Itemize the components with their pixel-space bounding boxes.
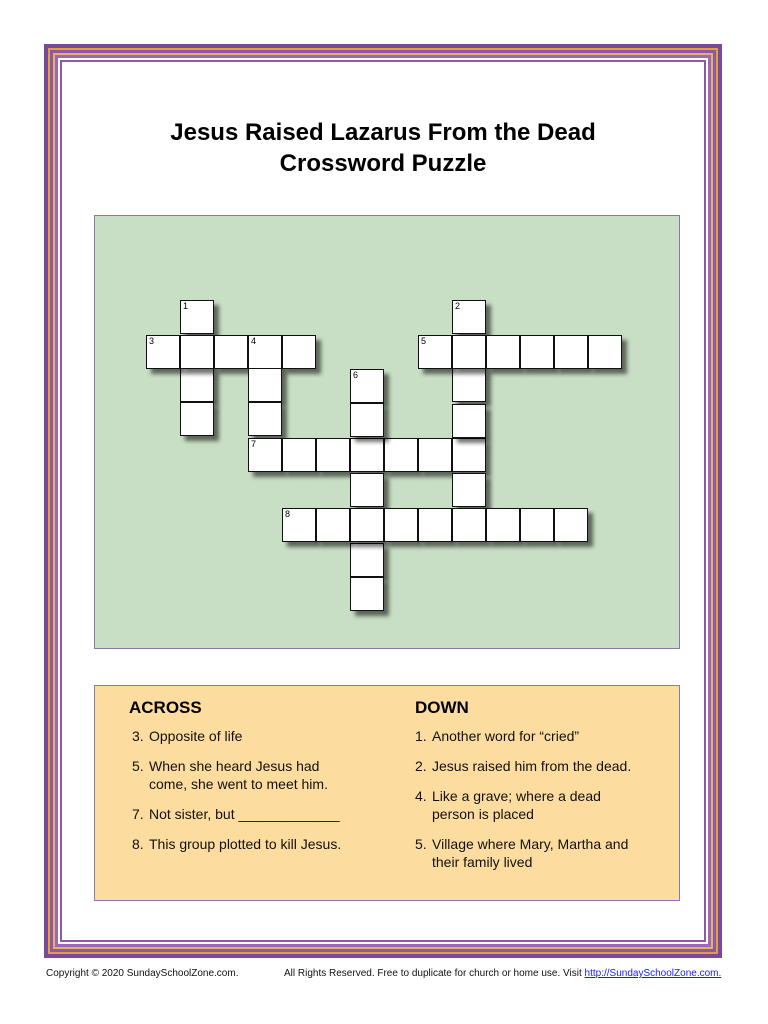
clue-item <box>132 835 379 853</box>
clue-text: Like a grave; where a dead person is placed <box>432 788 601 822</box>
grid-cell[interactable] <box>248 368 282 402</box>
clue-text: Not sister, but _____________ <box>149 806 340 822</box>
grid-cell[interactable] <box>452 473 486 507</box>
clue-number: 2. <box>415 758 427 774</box>
grid-cell[interactable] <box>384 508 418 542</box>
grid-cell[interactable] <box>282 438 316 472</box>
clue-number: 8. <box>132 836 144 852</box>
grid-cell[interactable] <box>418 438 452 472</box>
clue-number: 4 <box>251 336 257 346</box>
clue-number: 1 <box>183 301 189 311</box>
grid-cell[interactable] <box>452 438 486 472</box>
clue-number: 3. <box>132 728 144 744</box>
clue-number: 1. <box>415 728 427 744</box>
down-heading: DOWN <box>415 698 469 717</box>
grid-cell[interactable] <box>350 473 384 507</box>
clue-number: 5. <box>132 758 144 774</box>
grid-cell[interactable] <box>452 300 486 334</box>
clues-panel <box>94 685 680 901</box>
clue-text: Village where Mary, Martha and their family lived <box>432 836 629 870</box>
clue-item <box>132 757 379 793</box>
grid-cell[interactable] <box>248 335 282 369</box>
clue-item <box>132 805 379 823</box>
grid-cell[interactable] <box>350 543 384 577</box>
grid-cell[interactable] <box>180 335 214 369</box>
grid-cell[interactable] <box>588 335 622 369</box>
clue-number: 3 <box>149 336 155 346</box>
grid-cell[interactable] <box>248 438 282 472</box>
copyright-text: Copyright © 2020 SundaySchoolZone.com. <box>46 968 239 979</box>
grid-cell[interactable] <box>248 402 282 436</box>
grid-cell[interactable] <box>554 335 588 369</box>
grid-cell[interactable] <box>350 508 384 542</box>
grid-cell[interactable] <box>452 508 486 542</box>
down-column <box>415 698 655 883</box>
clue-text: When she heard Jesus had come, she went to meet him. <box>149 758 328 792</box>
clue-number: 5 <box>421 336 427 346</box>
clue-number: 8 <box>285 509 291 519</box>
grid-cell[interactable] <box>180 300 214 334</box>
grid-cell[interactable] <box>520 508 554 542</box>
clue-item <box>415 787 655 823</box>
grid-cell[interactable] <box>180 368 214 402</box>
crossword-grid-panel <box>94 215 680 649</box>
grid-cell[interactable] <box>214 335 248 369</box>
grid-cell[interactable] <box>146 335 180 369</box>
across-column <box>129 698 379 865</box>
across-heading: ACROSS <box>129 698 202 717</box>
clue-item <box>415 727 655 745</box>
clue-number: 5. <box>415 836 427 852</box>
grid-cell[interactable] <box>316 438 350 472</box>
clue-item <box>415 757 655 775</box>
grid-cell[interactable] <box>452 335 486 369</box>
grid-cell[interactable] <box>282 335 316 369</box>
grid-cell[interactable] <box>350 577 384 611</box>
grid-cell[interactable] <box>418 508 452 542</box>
grid-cell[interactable] <box>350 438 384 472</box>
clue-number: 6 <box>353 370 359 380</box>
clue-number: 4. <box>415 788 427 804</box>
grid-cell[interactable] <box>316 508 350 542</box>
grid-cell[interactable] <box>350 403 384 437</box>
grid-cell[interactable] <box>180 402 214 436</box>
title-line-1: Jesus Raised Lazarus From the Dead <box>170 119 596 146</box>
clue-text: Opposite of life <box>149 728 243 744</box>
clue-text: Jesus raised him from the dead. <box>432 758 632 774</box>
page-title <box>60 117 706 179</box>
grid-cell[interactable] <box>452 404 486 438</box>
footer-rights <box>284 968 721 979</box>
grid-cell[interactable] <box>282 508 316 542</box>
clue-item <box>132 727 379 745</box>
grid-cell[interactable] <box>520 335 554 369</box>
clue-number: 2 <box>455 301 461 311</box>
grid-cell[interactable] <box>350 369 384 403</box>
clue-item <box>415 835 655 871</box>
rights-text: All Rights Reserved. Free to duplicate for church or home use. Visit <box>284 968 582 979</box>
clue-number: 7 <box>251 439 257 449</box>
website-link[interactable]: http://SundaySchoolZone.com. <box>584 968 722 979</box>
grid-cell[interactable] <box>486 335 520 369</box>
grid-cell[interactable] <box>554 508 588 542</box>
grid-cell[interactable] <box>486 508 520 542</box>
clue-text: This group plotted to kill Jesus. <box>149 836 342 852</box>
clue-number: 7. <box>132 806 144 822</box>
title-line-2: Crossword Puzzle <box>279 150 487 177</box>
clue-text: Another word for “cried” <box>432 728 580 744</box>
grid-cell[interactable] <box>418 335 452 369</box>
grid-cell[interactable] <box>452 368 486 402</box>
grid-cell[interactable] <box>384 438 418 472</box>
